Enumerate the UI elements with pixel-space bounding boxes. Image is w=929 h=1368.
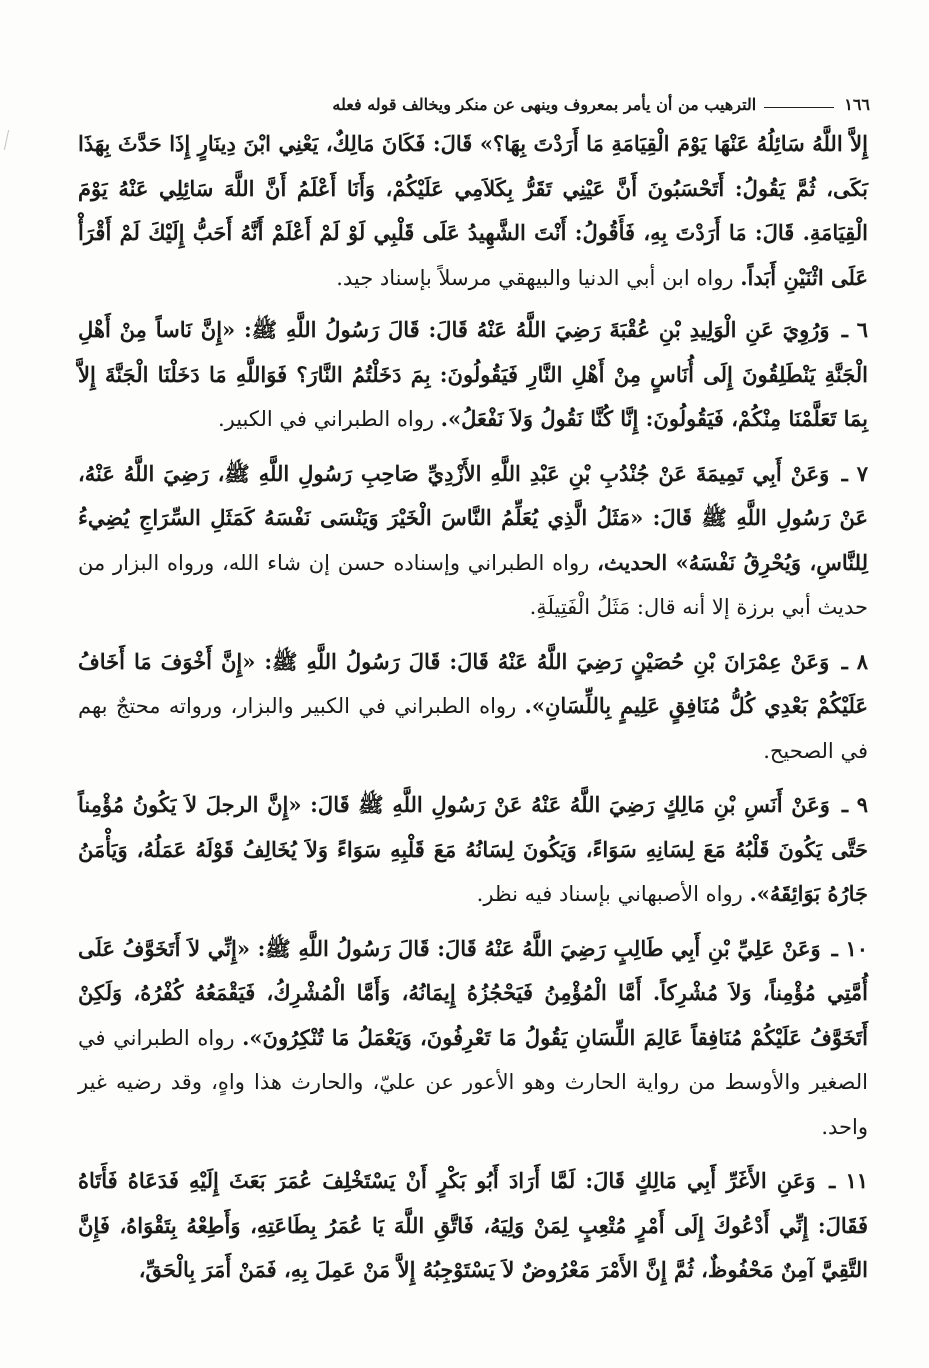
hadith-reference: رواه الطبراني في الكبير. xyxy=(217,407,434,431)
hadith-text: وَعَنْ أَنَسِ بْنِ مَالِكٍ رَضِيَ اللَّهُ عَنْهُ عَنْ رَسُولِ اللَّهِ ﷺ قَالَ: «إِنَّ الرجلَ لاَ يَكُونُ مُؤْمِناً حَتَّى يَكُونَ قَلْبُهُ مَعَ لِسَانِهِ سَوَاءً، وَيَكُونَ لِسَانُهُ مَعَ قَلْبِهِ سَوَاءً وَلاَ يُخَالِفُ قَوْلَهُ عَمَلُهُ، وَيَأْمَنُ جَارُهُ بَوَائِقَهُ». xyxy=(78,792,868,906)
hadith-entry-10 xyxy=(78,927,868,1150)
hadith-number: ٧ ـ xyxy=(841,460,868,486)
hadith-text: وَعَنِ الأَغَرِّ أَبِي مَالِكٍ قَالَ: لَمَّا أَرَادَ أَبُو بَكْرٍ أَنْ يَسْتَخْلِفَ عُمَرَ بَعَثَ إِلَيْهِ فَدَعَاهُ فَأَتَاهُ فَقَالَ: إِنِّي أَدْعُوكَ إِلَى أَمْرٍ مُتْعِبٍ لِمَنْ وَلِيَهُ، فَاتَّقِ اللَّهَ يَا عُمَرُ بِطَاعَتِهِ، وَأَطِعْهُ بِتَقْوَاهُ، فَإِنَّ التَّقِيَّ آمِنٌ مَحْفُوظٌ، ثُمَّ إِنَّ الأَمْرَ مَعْرُوضٌ لاَ يَسْتَوْجِبُهُ إِلاَّ مَنْ عَمِلَ بِهِ، فَمَنْ أَمَرَ بِالْحَقِّ، xyxy=(78,1168,868,1282)
hadith-entry-continuation xyxy=(78,122,868,300)
header-rule xyxy=(764,107,834,108)
hadith-text: وَعَنْ أَبِي تَمِيمَةَ عَنْ جُنْدُبِ بْنِ عَبْدِ اللَّهِ الأَزْدِيِّ صَاحِبِ رَسُولِ اللَّهِ ﷺ، رَضِيَ اللَّهُ عَنْهُ، عَنْ رَسُولِ اللَّهِ ﷺ قَالَ: «مَثَلُ الَّذِي يُعَلِّمُ النَّاسَ الْخَيْرَ وَيَنْسَى نَفْسَهُ كَمَثَلِ السِّرَاجِ يُضِيءُ لِلنَّاسِ، وَيُحْرِقُ نَفْسَهُ» الحديث، xyxy=(78,460,868,575)
hadith-entry-6 xyxy=(78,308,868,442)
margin-pencil-mark xyxy=(4,130,19,150)
hadith-reference: رواه الأصبهاني بإسناد فيه نظر. xyxy=(476,882,743,906)
chapter-title: الترهيب من أن يأمر بمعروف وينهى عن منكر ويخالف قوله فعله xyxy=(332,95,757,114)
hadith-number: ٦ ـ xyxy=(841,317,868,342)
hadith-text: وَعَنْ عَلِيِّ بْنِ أَبِي طَالِبٍ رَضِيَ اللَّهُ عَنْهُ قَالَ: قَالَ رَسُولُ اللَّهِ ﷺ: «إِنِّي لاَ أَتَخَوَّفُ عَلَى أُمَّتِي مُؤْمِناً، وَلاَ مُشْرِكاً. أَمَّا الْمُؤْمِنُ فَيَحْجُزُهُ إِيمَانُهُ، وَأَمَّا الْمُشْرِكُ، فَيَقْمَعُهُ كُفْرُهُ، وَلَكِنْ أَتَخَوَّفُ عَلَيْكُمْ مُنَافِقاً عَالِمَ اللِّسَانِ يَقُولُ مَا تَعْرِفُونَ، وَيَعْمَلُ مَا تُنْكِرُونَ». xyxy=(78,935,868,1050)
body-text xyxy=(78,122,868,1303)
hadith-text: وَعَنْ عِمْرَانَ بْنِ حُصَيْنٍ رَضِيَ اللَّهُ عَنْهُ قَالَ: قَالَ رَسُولُ اللَّهِ ﷺ: «إِنَّ أَخْوَفَ مَا أَخَافُ عَلَيْكُمْ بَعْدِي كُلُّ مُنَافِقٍ عَلِيمٍ بِاللِّسَانِ». xyxy=(78,648,868,718)
hadith-text: إِلاَّ اللَّهُ سَائِلُهُ عَنْهَا يَوْمَ الْقِيَامَةِ مَا أَرَدْتَ بِهَا؟» قَالَ: فَكَانَ مَالِكٌ، يَعْنِي ابْنَ دِينَارٍ إِذَا حَدَّثَ بِهَذَا بَكَى، ثُمَّ يَقُولُ: أَتَحْسَبُونَ أَنَّ عَيْنِي تَقَرُّ بِكَلاَمِي عَلَيْكُمْ، وَأَنَا أَعْلَمُ أَنَّ اللَّهَ سَائِلِي عَنْهُ يَوْمَ الْقِيَامَةِ. قَالَ: مَا أَرَدْتَ بِهِ، فَأَقُولُ: أَنْتَ الشَّهِيدُ عَلَى قَلْبِي لَوْ لَمْ أَعْلَمْ أَنَّهُ أَحَبُّ إِلَيْكَ لَمْ أَقْرَأْ عَلَى اثْنَيْنِ أَبَداً. xyxy=(78,131,868,290)
hadith-number: ١٠ ـ xyxy=(831,935,868,961)
hadith-number: ٩ ـ xyxy=(841,792,868,817)
page-number: ١٦٦ xyxy=(844,95,870,114)
hadith-text: وَرُوِيَ عَنِ الْوَلِيدِ بْنِ عُقْبَةَ رَضِيَ اللَّهُ عَنْهُ قَالَ: قَالَ رَسُولُ اللَّهِ ﷺ: «إِنَّ نَاساً مِنْ أَهْلِ الْجَنَّةِ يَنْطَلِقُونَ إِلَى أُنَاسٍ مِنْ أَهْلِ النَّارِ فَيَقُولُونَ: بِمَ دَخَلْتُمُ النَّارَ؟ فَوَاللَّهِ مَا دَخَلْنَا الْجَنَّةَ إِلاَّ بِمَا تَعَلَّمْنَا مِنْكُمْ، فَيَقُولُونَ: إِنَّا كُنَّا نَقُولُ وَلاَ نَفْعَلُ». xyxy=(78,317,868,431)
hadith-reference: رواه الطبراني وإسناده حسن إن شاء الله، ورواه البزار من حديث أبي برزة إلا أنه قال: مَثَلُ الْفَتِيلَةِ. xyxy=(78,550,868,619)
hadith-reference: رواه ابن أبي الدنيا والبيهقي مرسلاً بإسناد جيد. xyxy=(336,265,734,290)
hadith-entry-7 xyxy=(78,452,868,630)
hadith-reference: رواه الطبراني في الكبير والبزار، ورواته محتجٌ بهم في الصحيح. xyxy=(78,694,868,763)
hadith-number: ١١ ـ xyxy=(829,1168,868,1193)
hadith-entry-9 xyxy=(78,783,868,917)
hadith-number: ٨ ـ xyxy=(841,648,868,674)
hadith-reference: رواه الطبراني في الصغير والأوسط من رواية الحارث وهو الأعور عن عليّ، والحارث هذا واهٍ، وقد رضيه غير واحد. xyxy=(78,1025,868,1139)
hadith-entry-8 xyxy=(78,640,868,774)
hadith-entry-11 xyxy=(78,1159,868,1293)
running-header xyxy=(30,84,870,114)
